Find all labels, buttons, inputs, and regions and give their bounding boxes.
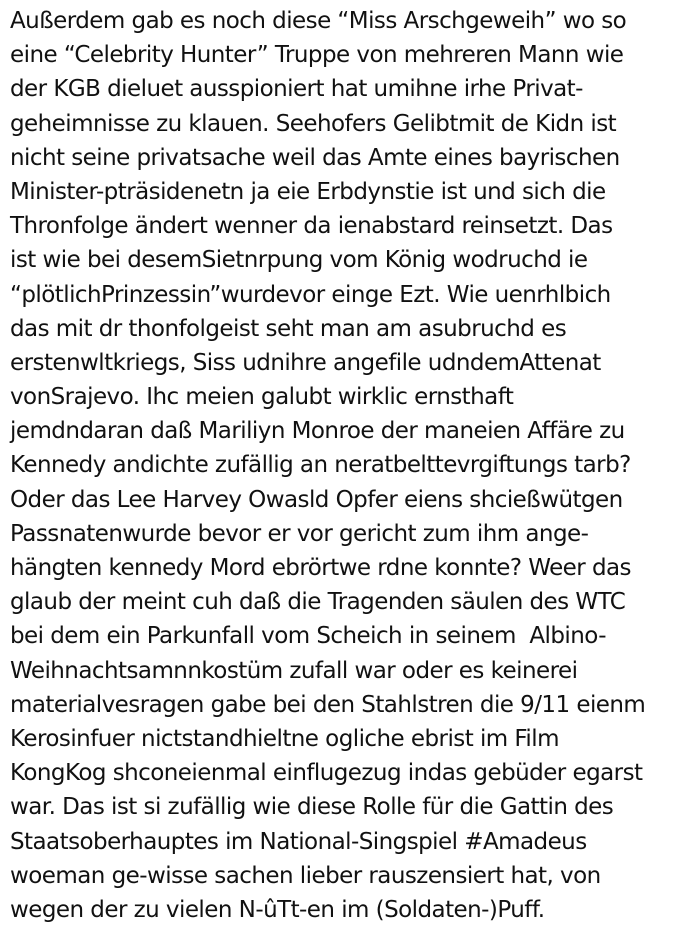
text-line: Minister-pträsidenetn ja eie Erbdynstie ist und sich die	[10, 178, 606, 205]
text-line: war. Das ist si zufällig wie diese Rolle für die Gattin des	[10, 794, 614, 821]
text-line: Weihnachtsamnnkostüm zufall war oder es keinerei	[10, 657, 578, 684]
text-line: Kennedy andichte zufällig an neratbelttevrgiftungs tarb?	[10, 452, 631, 479]
text-line: Staatsoberhauptes im National-Singspiel #Amadeus	[10, 828, 587, 855]
text-line: materialvesragen gabe bei den Stahlstren die 9/11 eienm	[10, 691, 646, 718]
text-line: Thronfolge ändert wenner da ienabstard reinsetzt. Das	[10, 213, 613, 240]
text-line: Außerdem gab es noch diese “Miss Arschgeweih” wo so	[10, 8, 627, 34]
text-line: jemdndaran daß Mariliyn Monroe der maneien Affäre zu	[10, 418, 625, 445]
text-line: ist wie bei desemSietnrpung vom König wodruchd ie	[10, 247, 588, 274]
text-line: KongKog shconeienmal einflugezug indas gebüder egarst	[10, 760, 643, 787]
text-line: vonSrajevo. Ihc meien galubt wirklic ernsthaft	[10, 384, 514, 411]
body-text	[10, 4, 680, 927]
text-line: nicht seine privatsache weil das Amte eines bayrischen	[10, 144, 620, 171]
text-line: “plötlichPrinzessin”wurdevor einge Ezt. Wie uenrhlbich	[10, 281, 611, 308]
text-line: Passnatenwurde bevor er vor gericht zum ihm ange-	[10, 520, 589, 547]
text-line: erstenwltkriegs, Siss udnihre angefile udndemAttenat	[10, 349, 601, 376]
text-line: hängten kennedy Mord ebrörtwe rdne konnte? Weer das	[10, 555, 631, 581]
text-line: das mit dr thonfolgeist seht man am asubruchd es	[10, 315, 567, 342]
text-line: der KGB dieluet ausspioniert hat umihne irhe Privat-	[10, 76, 583, 103]
text-line: glaub der meint cuh daß die Tragenden säulen des WTC	[10, 589, 626, 616]
text-line: bei dem ein Parkunfall vom Scheich in seinem Albino-	[10, 623, 606, 650]
text-line: wegen der zu vielen N-ûTt-en im (Soldaten-)Puff.	[10, 896, 545, 923]
text-line: woeman ge-wisse sachen lieber rauszensiert hat, von	[10, 862, 601, 889]
text-line: geheimnisse zu klauen. Seehofers Gelibtmit de Kidn ist	[10, 110, 617, 137]
text-line: eine “Celebrity Hunter” Truppe von mehreren Mann wie	[10, 42, 624, 69]
text-line: Oder das Lee Harvey Owasld Opfer eiens shcießwütgen	[10, 486, 623, 513]
text-line: Kerosinfuer nictstandhieltne ogliche ebrist im Film	[10, 725, 559, 752]
